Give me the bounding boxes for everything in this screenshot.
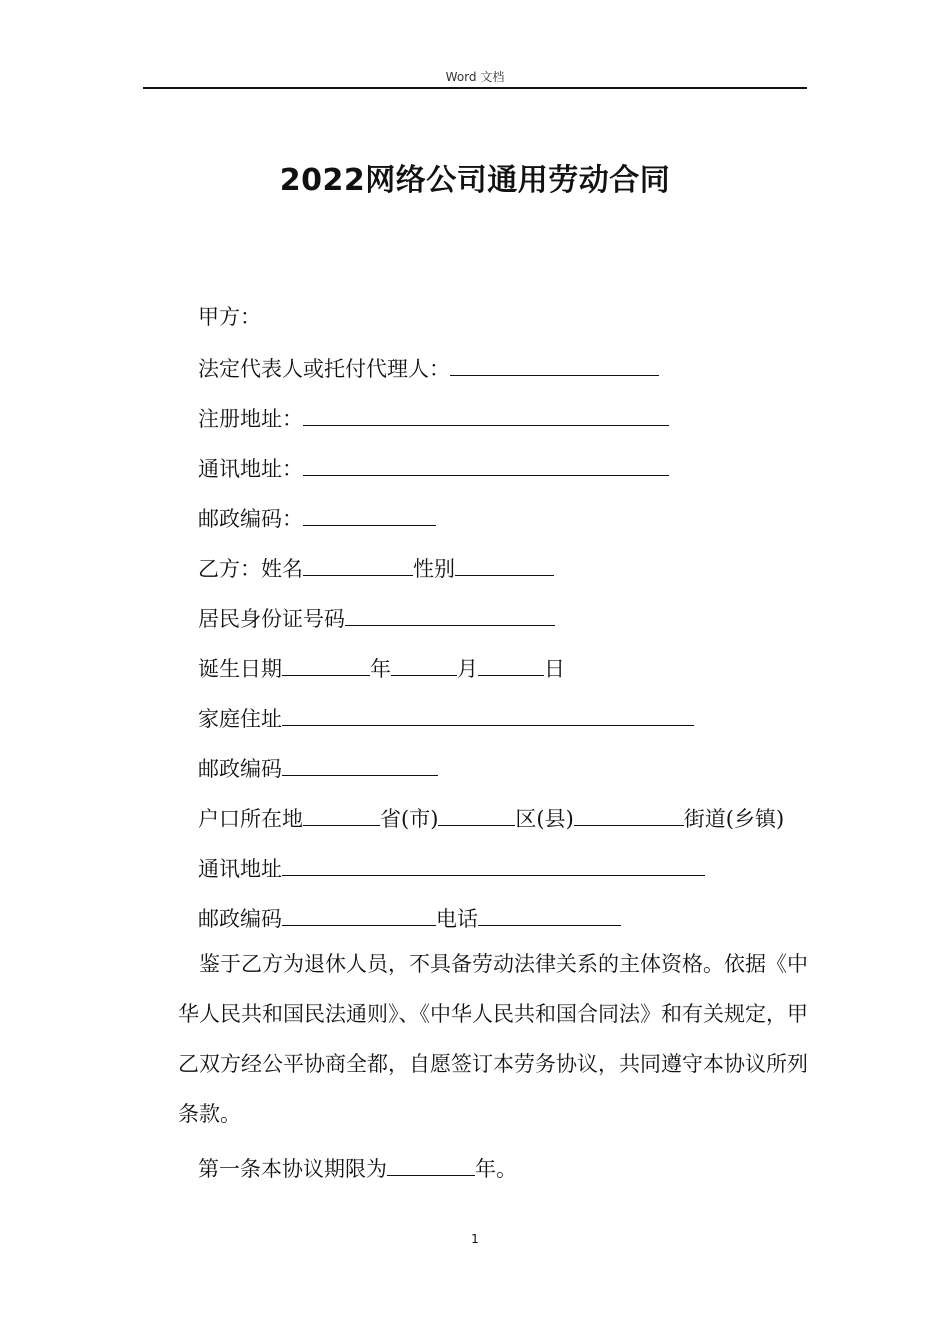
phone-label: 电话 [436, 907, 478, 931]
birth-date-label: 诞生日期 [198, 657, 282, 681]
postcode-b2-blank[interactable] [282, 903, 436, 926]
party-a-line [198, 303, 261, 331]
mailing-address-b-blank[interactable] [282, 853, 705, 876]
party-b-line [198, 553, 554, 583]
postcode-b2-label: 邮政编码 [198, 907, 282, 931]
agreement-paragraph-text: 鉴于乙方为退休人员，不具备劳动法律关系的主体资格。依据《中华人民共和国民法通则》、《中华人民共和国合同法》和有关规定，甲乙双方经公平协商全都，自愿签订本劳务协议，共同遵守本协议所列条款。 [178, 952, 808, 1126]
postcode-b-label: 邮政编码 [198, 757, 282, 781]
phone-blank[interactable] [478, 903, 621, 926]
home-address-line [198, 703, 694, 733]
district-blank[interactable] [438, 803, 515, 826]
birth-month-blank[interactable] [391, 653, 457, 676]
article-1-suffix: 年。 [475, 1157, 517, 1181]
mailing-address-a-label: 通讯地址： [198, 457, 303, 481]
page-number: 1 [471, 1232, 479, 1246]
mailing-address-b-line [198, 853, 705, 883]
party-b-name-label: 乙方：姓名 [198, 557, 303, 581]
representative-line [198, 353, 659, 383]
article-1-prefix: 第一条本协议期限为 [198, 1157, 387, 1181]
registered-address-blank[interactable] [303, 403, 669, 426]
gender-label: 性别 [413, 557, 455, 581]
postcode-phone-line [198, 903, 621, 933]
birth-day-blank[interactable] [478, 653, 544, 676]
representative-label: 法定代表人或托付代理人： [198, 357, 450, 381]
postcode-a-blank[interactable] [303, 503, 436, 526]
street-label: 街道(乡镇) [683, 807, 785, 831]
mailing-address-a-blank[interactable] [303, 453, 669, 476]
id-number-blank[interactable] [345, 603, 555, 626]
postcode-a-label: 邮政编码： [198, 507, 303, 531]
registered-address-label: 注册地址： [198, 407, 303, 431]
mailing-address-a-line [198, 453, 669, 483]
street-blank[interactable] [574, 803, 684, 826]
term-years-blank[interactable] [387, 1153, 475, 1176]
birth-date-line [198, 653, 565, 683]
postcode-b-line [198, 753, 438, 783]
province-label: 省(市) [380, 807, 439, 831]
postcode-b-blank[interactable] [282, 753, 438, 776]
home-address-label: 家庭住址 [198, 707, 282, 731]
postcode-a-line [198, 503, 436, 533]
registered-address-line [198, 403, 669, 433]
gender-blank[interactable] [455, 553, 554, 576]
article-1-line [198, 1153, 517, 1183]
id-number-label: 居民身份证号码 [198, 607, 345, 631]
province-blank[interactable] [303, 803, 380, 826]
day-label: 日 [544, 657, 565, 681]
agreement-paragraph [178, 939, 808, 1139]
hukou-line [198, 803, 784, 833]
party-b-name-blank[interactable] [303, 553, 413, 576]
page-header: Word 文档 [445, 70, 505, 84]
id-number-line [198, 603, 555, 633]
birth-year-blank[interactable] [282, 653, 370, 676]
document-title: 2022网络公司通用劳动合同 [279, 163, 671, 198]
hukou-label: 户口所在地 [198, 807, 303, 831]
year-label: 年 [370, 657, 391, 681]
home-address-blank[interactable] [282, 703, 694, 726]
representative-blank[interactable] [450, 353, 659, 376]
party-a-label: 甲方： [198, 305, 261, 329]
month-label: 月 [457, 657, 478, 681]
district-label: 区(县) [515, 807, 574, 831]
header-rule [143, 87, 807, 89]
mailing-address-b-label: 通讯地址 [198, 857, 282, 881]
